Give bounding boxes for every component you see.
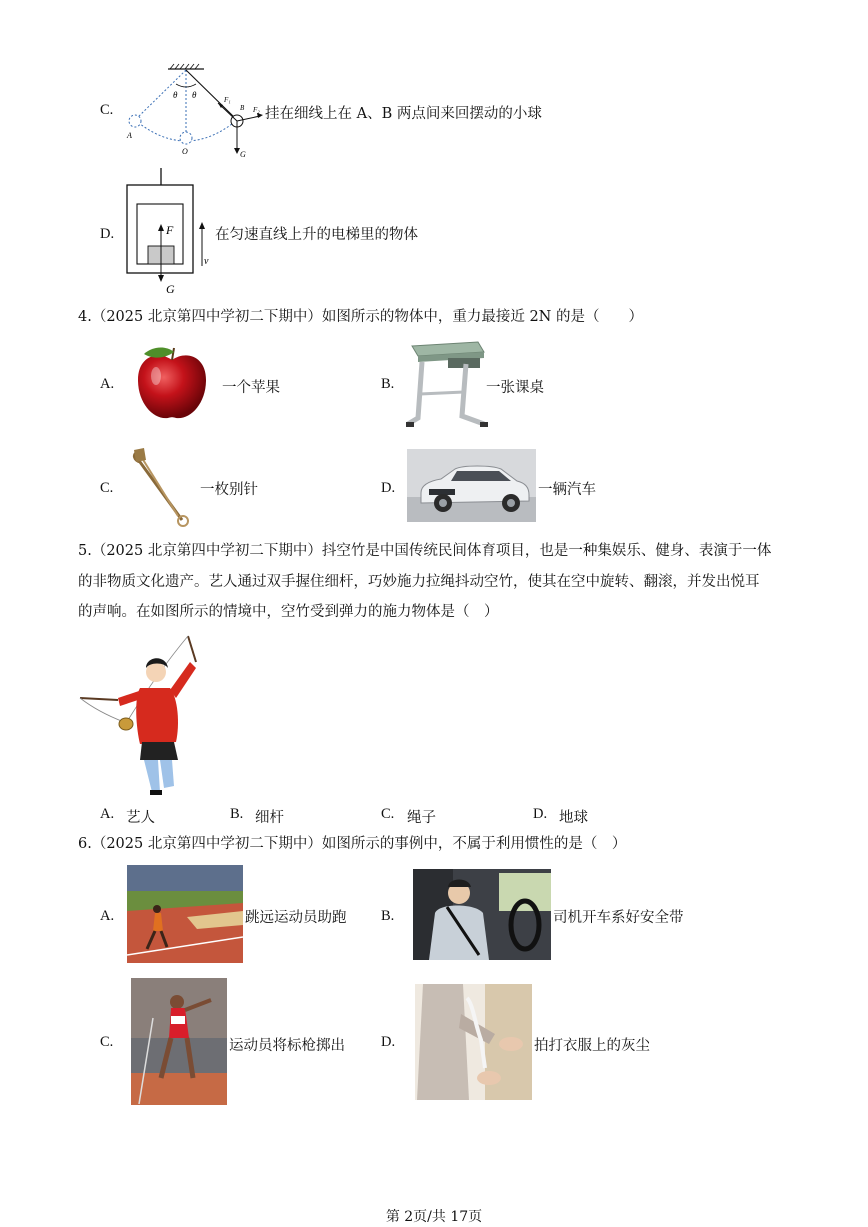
q6-option-d-text: 拍打衣服上的灰尘: [534, 1038, 650, 1054]
q5-stem-line2: 的非物质文化遗产。艺人通过双手握住细杆，巧妙施力拉绳抖动空竹，使其在空中旋转、翻滚，并发出悦耳: [78, 574, 760, 590]
v-label: v: [204, 256, 209, 267]
desk-image: [404, 338, 488, 430]
long-jump-photo: [127, 865, 243, 963]
q4-option-d-letter: D.: [381, 480, 396, 496]
theta-label-2: θ: [192, 90, 197, 100]
q3-option-c-text: 挂在细线上在 A、B 两点间来回摆动的小球: [265, 106, 542, 122]
point-o-label: O: [182, 147, 188, 156]
q5-option-d-text: 地球: [559, 810, 588, 826]
q4-option-c-letter: C.: [100, 480, 114, 496]
q5-stem-line3: 的声响。在如图所示的情境中，空竹受到弹力的施力物体是（ ）: [78, 604, 499, 620]
q4-option-a-text: 一个苹果: [222, 380, 280, 396]
q5-option-d-letter: D.: [533, 806, 548, 822]
q5-option-b-letter: B.: [230, 806, 244, 822]
q5-option-a-text: 艺人: [126, 810, 155, 826]
page-footer: 第 2页/共 17页: [385, 1209, 483, 1225]
q6-stem: 6.（2025 北京第四中学初二下期中）如图所示的事例中，不属于利用惯性的是（ ）: [78, 836, 627, 852]
q4-option-a-letter: A.: [100, 376, 115, 392]
q6-option-b-text: 司机开车系好安全带: [553, 910, 684, 926]
q5-option-a-letter: A.: [100, 806, 115, 822]
q5-stem-line1: 5.（2025 北京第四中学初二下期中）抖空竹是中国传统民间体育项目，也是一种集娱乐、健身、表演于一体: [78, 543, 772, 559]
f-label-d: F: [166, 223, 174, 237]
q6-option-a-text: 跳远运动员助跑: [245, 910, 347, 926]
q3-option-d-letter: D.: [100, 226, 115, 242]
g-label-d: G: [166, 282, 175, 296]
q4-option-b-letter: B.: [381, 376, 395, 392]
q4-option-d-text: 一辆汽车: [538, 482, 596, 498]
q6-option-c-text: 运动员将标枪掷出: [229, 1038, 345, 1054]
q5-option-c-letter: C.: [381, 806, 395, 822]
q4-stem: 4.（2025 北京第四中学初二下期中）如图所示的物体中，重力最接近 2N 的是（ ）: [78, 309, 643, 325]
pendulum-diagram: [118, 62, 268, 160]
javelin-throw-photo: [131, 978, 227, 1105]
g-label-c: G: [240, 150, 246, 159]
q3-option-c-letter: C.: [100, 102, 114, 118]
q4-option-c-text: 一枚别针: [200, 482, 258, 498]
q6-option-b-letter: B.: [381, 908, 395, 924]
point-b-label: B: [240, 104, 245, 112]
q3-option-d-text: 在匀速直线上升的电梯里的物体: [215, 227, 418, 243]
q6-option-c-letter: C.: [100, 1034, 114, 1050]
theta-label-1: θ: [173, 90, 178, 100]
q6-option-d-letter: D.: [381, 1034, 396, 1050]
q5-option-c-text: 绳子: [407, 810, 436, 826]
apple-image: [128, 340, 216, 426]
car-image: [407, 449, 536, 522]
dusting-clothes-photo: [415, 984, 532, 1100]
q6-option-a-letter: A.: [100, 908, 115, 924]
safety-pin-image: [128, 446, 194, 530]
f2-label: F₂: [253, 106, 260, 114]
q5-option-b-text: 细杆: [255, 810, 284, 826]
driver-seatbelt-photo: [413, 869, 551, 960]
diabolo-performer-image: [78, 632, 204, 798]
point-a-label: A: [127, 131, 132, 140]
elevator-diagram: [120, 166, 215, 300]
f1-label: F₁: [224, 96, 231, 104]
q4-option-b-text: 一张课桌: [486, 380, 544, 396]
